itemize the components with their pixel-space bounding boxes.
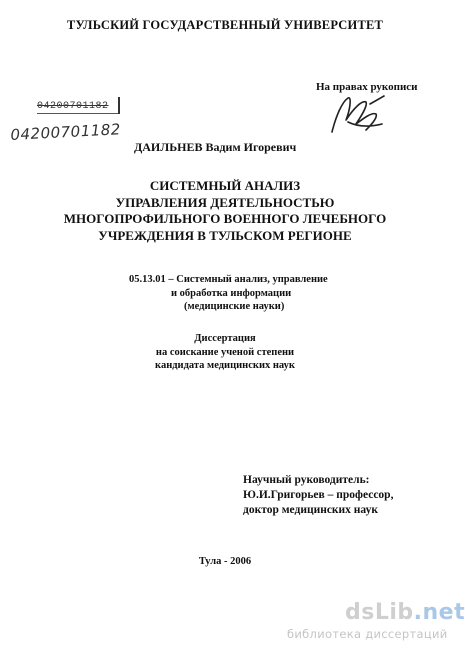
handwritten-signature xyxy=(326,92,390,138)
supervisor-name: Ю.И.Григорьев – профессор, xyxy=(243,489,394,501)
dissertation-label: Диссертация xyxy=(194,333,256,344)
title-line: УПРАВЛЕНИЯ ДЕЯТЕЛЬНОСТЬЮ xyxy=(115,194,335,210)
title-line: МНОГОПРОФИЛЬНОГО ВОЕННОГО ЛЕЧЕБНОГО xyxy=(63,211,387,226)
supervisor-label: Научный руководитель: xyxy=(243,474,370,486)
supervisor-degree: доктор медицинских наук xyxy=(243,504,378,516)
dissertation-title xyxy=(0,178,450,244)
specialty-science-line: (медицинские науки) xyxy=(184,301,285,312)
city-year: Тула - 2006 xyxy=(198,556,252,567)
rights-notice: На правах рукописи xyxy=(316,81,418,93)
specialty-block xyxy=(129,273,328,314)
watermark-caption: библиотека диссертаций xyxy=(287,627,448,641)
handwritten-catalog-number: 04200701182 xyxy=(10,120,122,144)
author-name: ДАИЛЬНЕВ Вадим Игоревич xyxy=(134,140,297,154)
specialty-code-line: 05.13.01 – Системный анализ, управление xyxy=(129,274,328,285)
watermark-logo-suffix: .net xyxy=(413,600,465,625)
stamp-mark xyxy=(118,97,120,114)
title-line: УЧРЕЖДЕНИЯ В ТУЛЬСКОМ РЕГИОНЕ xyxy=(98,227,352,243)
specialty-line: и обработка информации xyxy=(171,287,292,299)
watermark-logo xyxy=(345,600,465,625)
title-line: СИСТЕМНЫЙ АНАЛИЗ xyxy=(149,178,301,193)
dissertation-type-block xyxy=(0,332,450,373)
supervisor-block xyxy=(243,473,393,518)
watermark-logo-main: dsLib xyxy=(345,600,414,625)
stamp-printed-number: 04200701182 xyxy=(37,101,109,112)
stamp-underline xyxy=(37,113,119,114)
university-name: ТУЛЬСКИЙ ГОСУДАРСТВЕННЫЙ УНИВЕРСИТЕТ xyxy=(66,18,384,32)
dissertation-purpose: на соискание ученой степени xyxy=(155,346,295,358)
dslib-watermark xyxy=(287,600,465,646)
dissertation-degree: кандидата медицинских наук xyxy=(155,360,295,371)
